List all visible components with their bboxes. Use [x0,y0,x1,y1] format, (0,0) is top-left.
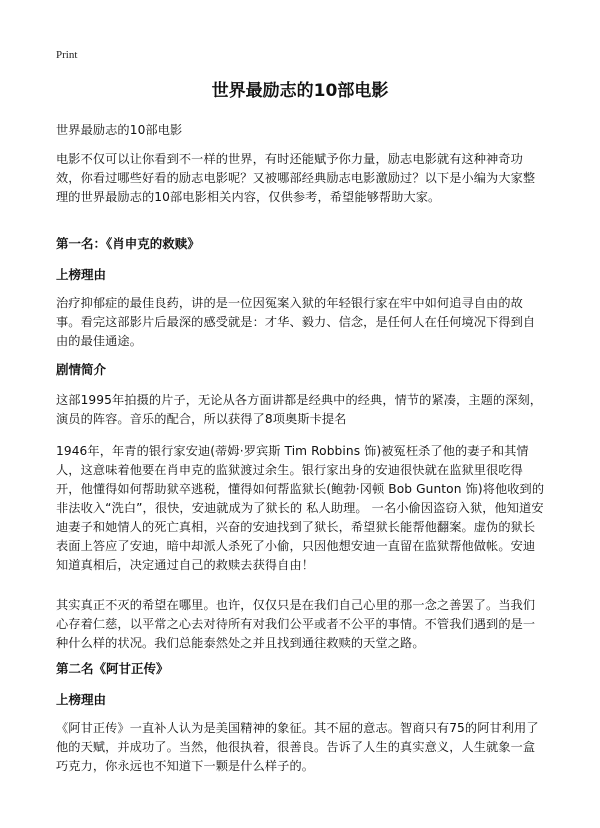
intro-paragraph: 电影不仅可以让你看到不一样的世界，有时还能赋予你力量，励志电影就有这种神奇功效，你看过哪些好看的励志电影呢？又被哪部经典励志电影激励过？以下是小编为大家整理的世界最励志的10部电影相关内容，仅供参考，希望能够帮助大家。 [56,152,536,204]
movie1-plot-heading: 剧情简介 [56,362,107,377]
print-link[interactable]: Print [56,49,78,61]
movie1-plot-paragraph-2: 1946年，年青的银行家安迪(蒂姆·罗宾斯 Tim Robbins 饰)被冤枉杀了他的妻子和其情人，这意味着他要在肖申克的监狱渡过余生。银行家出身的安迪很快就在监狱里很吃得开，他懂得如何帮助狱卒逃税，懂得如何帮监狱长(鲍勃·冈顿 Bob Gunton 饰)将他收到的非法收入“洗白”，很快，安迪就成为了狱长的 私人助理。 一名小偷因盗窃入狱，他知道安迪妻子和她情人的死亡真相，兴奋的安迪找到了狱长，希望狱长能帮他翻案。虚伪的狱长表面上答应了安迪，暗中却派人杀死了小偷，只因他想安迪一直留在监狱帮他做帐。安迪知道真相后，决定通过自己的救赎去获得自由！ [56,444,545,572]
movie1-title: 第一名：《肖申克的救赎》 [56,236,200,251]
movie2-reason-text: 《阿甘正传》一直补人认为是美国精神的象征。其不屈的意志。智商只有75的阿甘利用了他的天赋，并成功了。当然，他很执着，很善良。告诉了人生的真实意义，人生就象一盒巧克力，你永远也不知道下一颗是什么样子的。 [56,721,539,773]
movie1-reason-text: 治疗抑郁症的最佳良药，讲的是一位因冤案入狱的年轻银行家在牢中如何追寻自由的故事。看完这部影片后最深的感受就是：才华、毅力、信念，是任何人在任何境况下得到自由的最佳通途。 [56,296,536,348]
movie2-title: 第二名《阿甘正传》 [56,661,169,676]
page-title: 世界最励志的10部电影 [211,81,389,101]
movie1-plot-paragraph-3: 其实真正不灭的希望在哪里。也许，仅仅只是在我们自己心里的那一念之善罢了。当我们心存着仁慈，以平常之心去对待所有对我们公平或者不公平的事情。不管我们遇到的是一种什么样的状况。我们总能泰然处之并且找到通往救赎的天堂之路。 [56,598,536,650]
subtitle: 世界最励志的10部电影 [56,123,183,137]
movie1-reason-heading: 上榜理由 [56,267,107,282]
movie1-plot-paragraph-1: 这部1995年拍摄的片子，无论从各方面讲都是经典中的经典，情节的紧凑，主题的深刻，演员的阵容。音乐的配合，所以获得了8项奥斯卡提名 [56,393,543,426]
movie2-reason-heading: 上榜理由 [56,692,107,707]
